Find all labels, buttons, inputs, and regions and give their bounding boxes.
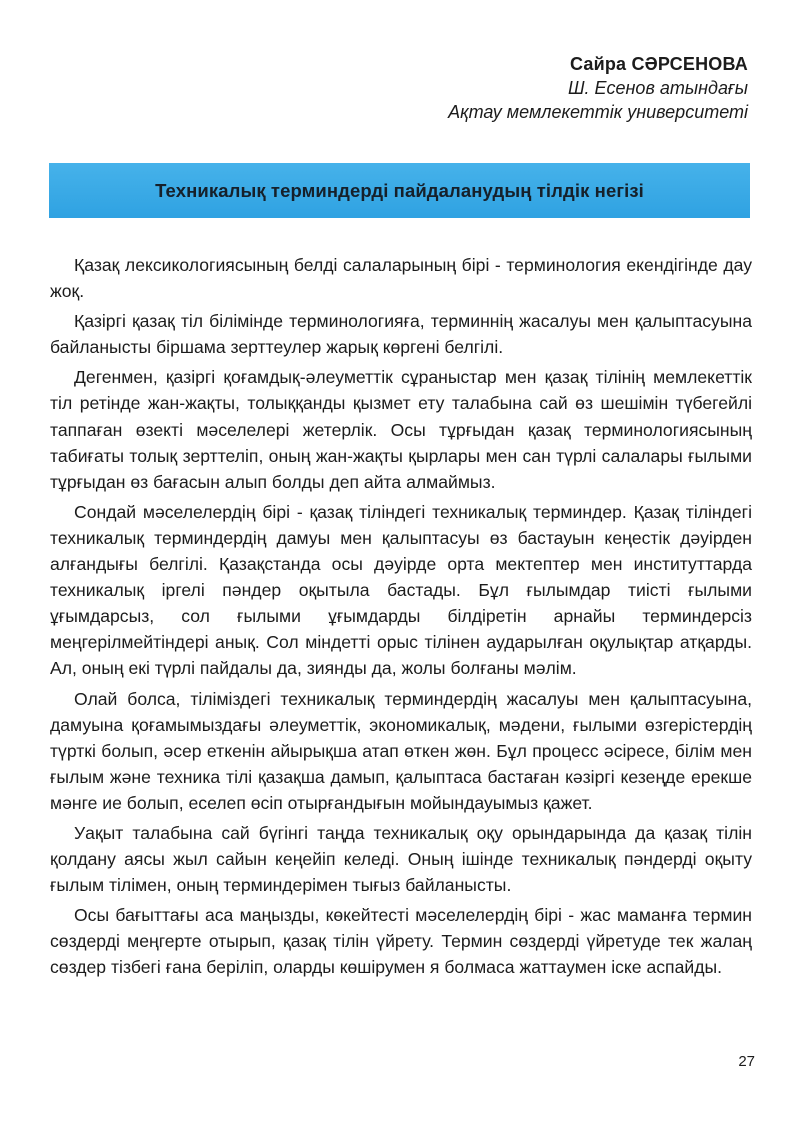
author-name: Сайра СӘРСЕНОВА [569,54,748,74]
article-body [50,252,752,985]
paragraph: Уақыт талабына сай бүгінгі таңда техникалық оқу орындарында да қазақ тілін қолдану аясы жыл сайын кеңейіп келеді. Оның ішінде техникалық пәндерді оқыту ғылым тілімен, оның терминдерімен тығыз байланысты. [50,822,752,896]
affiliation-line-1: Ш. Есенов атындағы [567,78,748,98]
page-number: 27 [738,1053,755,1070]
author-block [448,52,748,124]
paragraph: Қазіргі қазақ тіл білімінде терминологияға, терминнің жасалуы мен қалыптасуына байланысты біршама зерттеулер жарық көргені белгілі. [50,311,752,358]
title-banner [49,163,750,218]
paragraph: Дегенмен, қазіргі қоғамдық-әлеуметтік сұраныстар мен қазақ тілінің мемлекеттік тіл ретінде жан-жақты, толыққанды қызмет ету талабына сай өз шешімін түбегейлі таппаған өзекті мәселелері жетерлік. Осы тұрғыдан қазақ терминологиясының табиғаты толық зерттеліп, оның жан-жақты қырлары мен сан түрлі салалары ғылыми тұрғыдан өз бағасын алып болды деп айта алмаймыз. [50,367,752,492]
paragraph: Сондай мәселелердің бірі - қазақ тіліндегі техникалық терминдер. Қазақ тіліндегі техникалық терминдердің дамуы мен қалыптасуы өз бастауын кеңестік дәуірден алғандығы белгілі. Қазақстанда осы дәуірде орта мектептер мен институттарда техникалық іргелі пәндер оқытыла бастады. Бұл ғылымдар тиісті ғылыми ұғымдарсыз, сол ғылыми ұғымдарды білдіретін арнайы терминдерсіз меңгерілмейтіндері анық. Сол міндетті орыс тілінен аударылған оқулықтар атқарды. Ал, оның екі түрлі пайдалы да, зиянды да, жолы болғаны мәлім. [50,501,752,679]
paragraph: Қазақ лексикологиясының белді салаларының бірі - терминология екендігінде дау жоқ. [50,255,752,302]
affiliation-line-2: Ақтау мемлекеттік университеті [448,102,748,122]
paragraph: Олай болса, тіліміздегі техникалық терминдердің жасалуы мен қалыптасуына, дамуына қоғамымыздағы әлеуметтік, экономикалық, мәдени, ғылыми өзгерістердің түрткі болып, әсер еткенін айырықша атап өткен жөн. Бұл процесс әсіресе, білім мен ғылым және техника тілі қазақша дамып, қалыптаса бастаған кәзіргі кезеңде ерекше мәнге ие болып, еселеп өсіп отырғандығын мойындауымыз қажет. [50,688,752,813]
article-title: Техникалық терминдерді пайдаланудың тілдік негізі [155,179,644,201]
paragraph: Осы бағыттағы аса маңызды, көкейтесті мәселелердің бірі - жас маманға термин сөздерді меңгерте отырып, қазақ тілін үйрету. Термин сөздерді үйретуде тек жалаң сөздер тізбегі ғана беріліп, оларды көшірумен я болмаса жаттаумен іске аспайды. [50,905,752,978]
